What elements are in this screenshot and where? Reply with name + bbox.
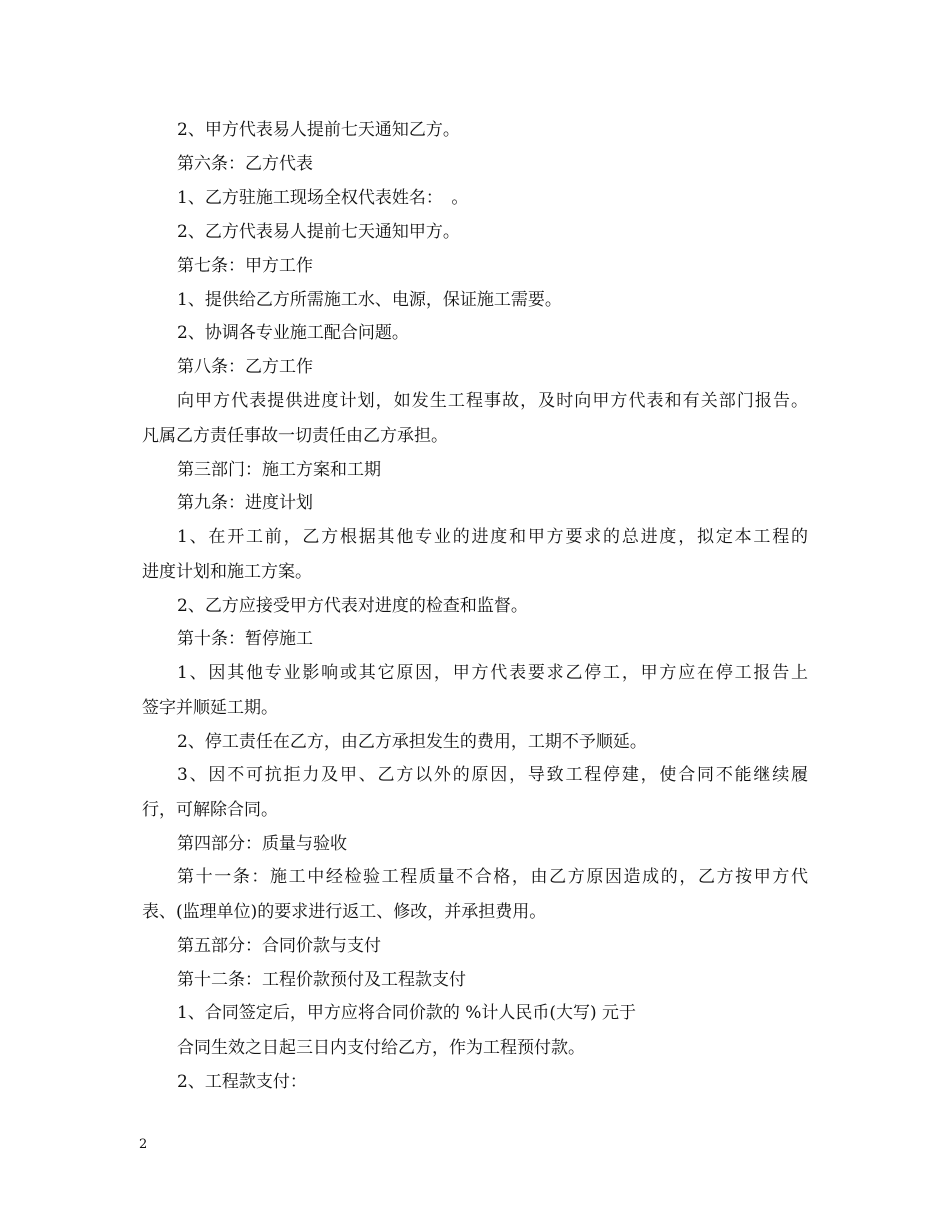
article-heading: 第七条：甲方工作 [177,256,313,276]
clause-text: 2、协调各专业施工配合问题。 [177,323,409,343]
clause-text: 合同生效之日起三日内支付给乙方，作为工程预付款。 [177,1038,585,1058]
paragraph-line: 第十一条：施工中经检验工程质量不合格，由乙方原因造成的，乙方按甲方代 [177,867,808,887]
section-heading: 第三部门：施工方案和工期 [177,460,381,480]
article-heading: 第十条：暂停施工 [177,629,313,649]
article-heading: 第八条：乙方工作 [177,357,313,377]
article-heading: 第九条：进度计划 [177,493,313,513]
paragraph-line: 行，可解除合同。 [142,800,278,820]
clause-text: 2、工程款支付： [177,1072,307,1092]
paragraph-line: 3、因不可抗拒力及甲、乙方以外的原因，导致工程停建，使合同不能继续履 [177,765,808,785]
clause-text: 1、提供给乙方所需施工水、电源，保证施工需要。 [177,290,562,310]
clause-text: 2、停工责任在乙方，由乙方承担发生的费用，工期不予顺延。 [177,732,647,752]
clause-text: 2、乙方代表易人提前七天通知甲方。 [177,222,460,242]
clause-text: 2、乙方应接受甲方代表对进度的检查和监督。 [177,596,528,616]
paragraph-line: 1、在开工前，乙方根据其他专业的进度和甲方要求的总进度，拟定本工程的 [177,527,808,547]
paragraph-line: 进度计划和施工方案。 [142,562,312,582]
paragraph-line: 1、因其他专业影响或其它原因，甲方代表要求乙停工，甲方应在停工报告上 [177,663,808,683]
clause-text: 2、甲方代表易人提前七天通知乙方。 [177,120,460,140]
paragraph-line: 凡属乙方责任事故一切责任由乙方承担。 [142,426,448,446]
section-heading: 第四部分：质量与验收 [177,834,347,854]
clause-text: 1、合同签定后，甲方应将合同价款的 %计人民币(大写) 元于 [177,1003,637,1023]
paragraph-line: 向甲方代表提供进度计划，如发生工程事故，及时向甲方代表和有关部门报告。 [177,391,808,411]
article-heading: 第六条：乙方代表 [177,154,313,174]
section-heading: 第五部分：合同价款与支付 [177,936,381,956]
article-heading: 第十二条：工程价款预付及工程款支付 [177,970,466,990]
paragraph-line: 表、(监理单位)的要求进行返工、修改，并承担费用。 [142,902,547,922]
clause-text: 1、乙方驻施工现场全权代表姓名： 。 [177,188,469,208]
paragraph-line: 签字并顺延工期。 [142,698,278,718]
page-number: 2 [139,1137,148,1152]
